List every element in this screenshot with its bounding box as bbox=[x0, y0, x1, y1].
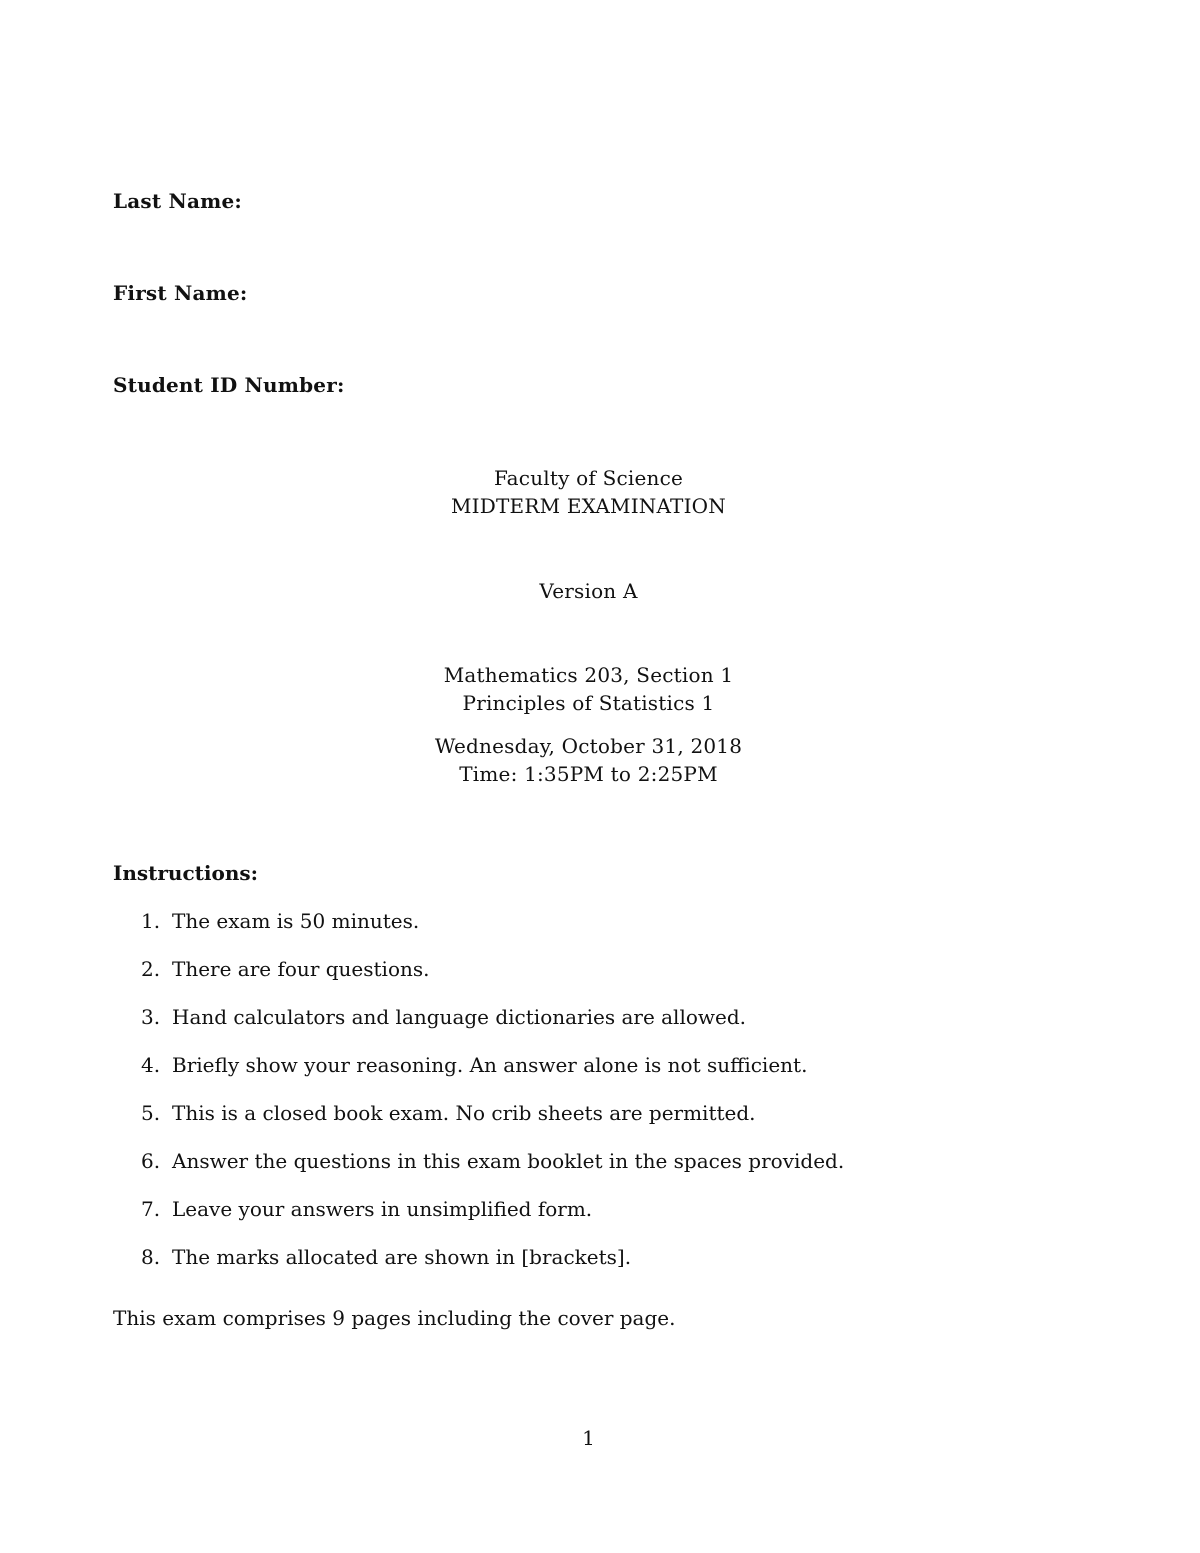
student-id-label: Student ID Number: bbox=[113, 373, 345, 397]
course-code: Mathematics 203, Section 1 bbox=[443, 663, 734, 687]
instructions-list bbox=[113, 909, 1013, 1293]
list-item-text: There are four questions. bbox=[172, 957, 430, 981]
list-item-number: 5. bbox=[141, 1101, 161, 1125]
faculty-name: Faculty of Science bbox=[493, 466, 684, 490]
list-item bbox=[113, 1245, 1013, 1293]
list-item bbox=[113, 957, 1013, 1005]
list-item-text: Hand calculators and language dictionaries are allowed. bbox=[172, 1005, 747, 1029]
exam-time: Time: 1:35PM to 2:25PM bbox=[459, 762, 718, 786]
list-item-number: 1. bbox=[141, 909, 161, 933]
list-item bbox=[113, 1101, 1013, 1149]
list-item bbox=[113, 1197, 1013, 1245]
list-item bbox=[113, 1005, 1013, 1053]
list-item bbox=[113, 1053, 1013, 1101]
list-item-number: 3. bbox=[141, 1005, 161, 1029]
course-title: Principles of Statistics 1 bbox=[462, 691, 715, 715]
list-item-number: 8. bbox=[141, 1245, 161, 1269]
last-name-label: Last Name: bbox=[113, 189, 242, 213]
list-item-number: 4. bbox=[141, 1053, 161, 1077]
exam-date: Wednesday, October 31, 2018 bbox=[434, 734, 743, 758]
list-item-text: Briefly show your reasoning. An answer alone is not sufficient. bbox=[172, 1053, 808, 1077]
list-item-text: Answer the questions in this exam booklet in the spaces provided. bbox=[172, 1149, 845, 1173]
list-item-text: The exam is 50 minutes. bbox=[172, 909, 420, 933]
page-number: 1 bbox=[582, 1426, 595, 1450]
list-item-text: Leave your answers in unsimplified form. bbox=[172, 1197, 593, 1221]
first-name-label: First Name: bbox=[113, 281, 248, 305]
list-item-number: 7. bbox=[141, 1197, 161, 1221]
list-item-text: This is a closed book exam. No crib sheets are permitted. bbox=[172, 1101, 756, 1125]
exam-type: MIDTERM EXAMINATION bbox=[451, 494, 726, 518]
list-item-number: 2. bbox=[141, 957, 161, 981]
list-item-text: The marks allocated are shown in [brackets]. bbox=[172, 1245, 632, 1269]
list-item bbox=[113, 909, 1013, 957]
exam-version: Version A bbox=[539, 579, 638, 603]
list-item-number: 6. bbox=[141, 1149, 161, 1173]
page-count-note: This exam comprises 9 pages including the cover page. bbox=[113, 1306, 676, 1330]
list-item bbox=[113, 1149, 1013, 1197]
instructions-heading: Instructions: bbox=[113, 861, 259, 885]
